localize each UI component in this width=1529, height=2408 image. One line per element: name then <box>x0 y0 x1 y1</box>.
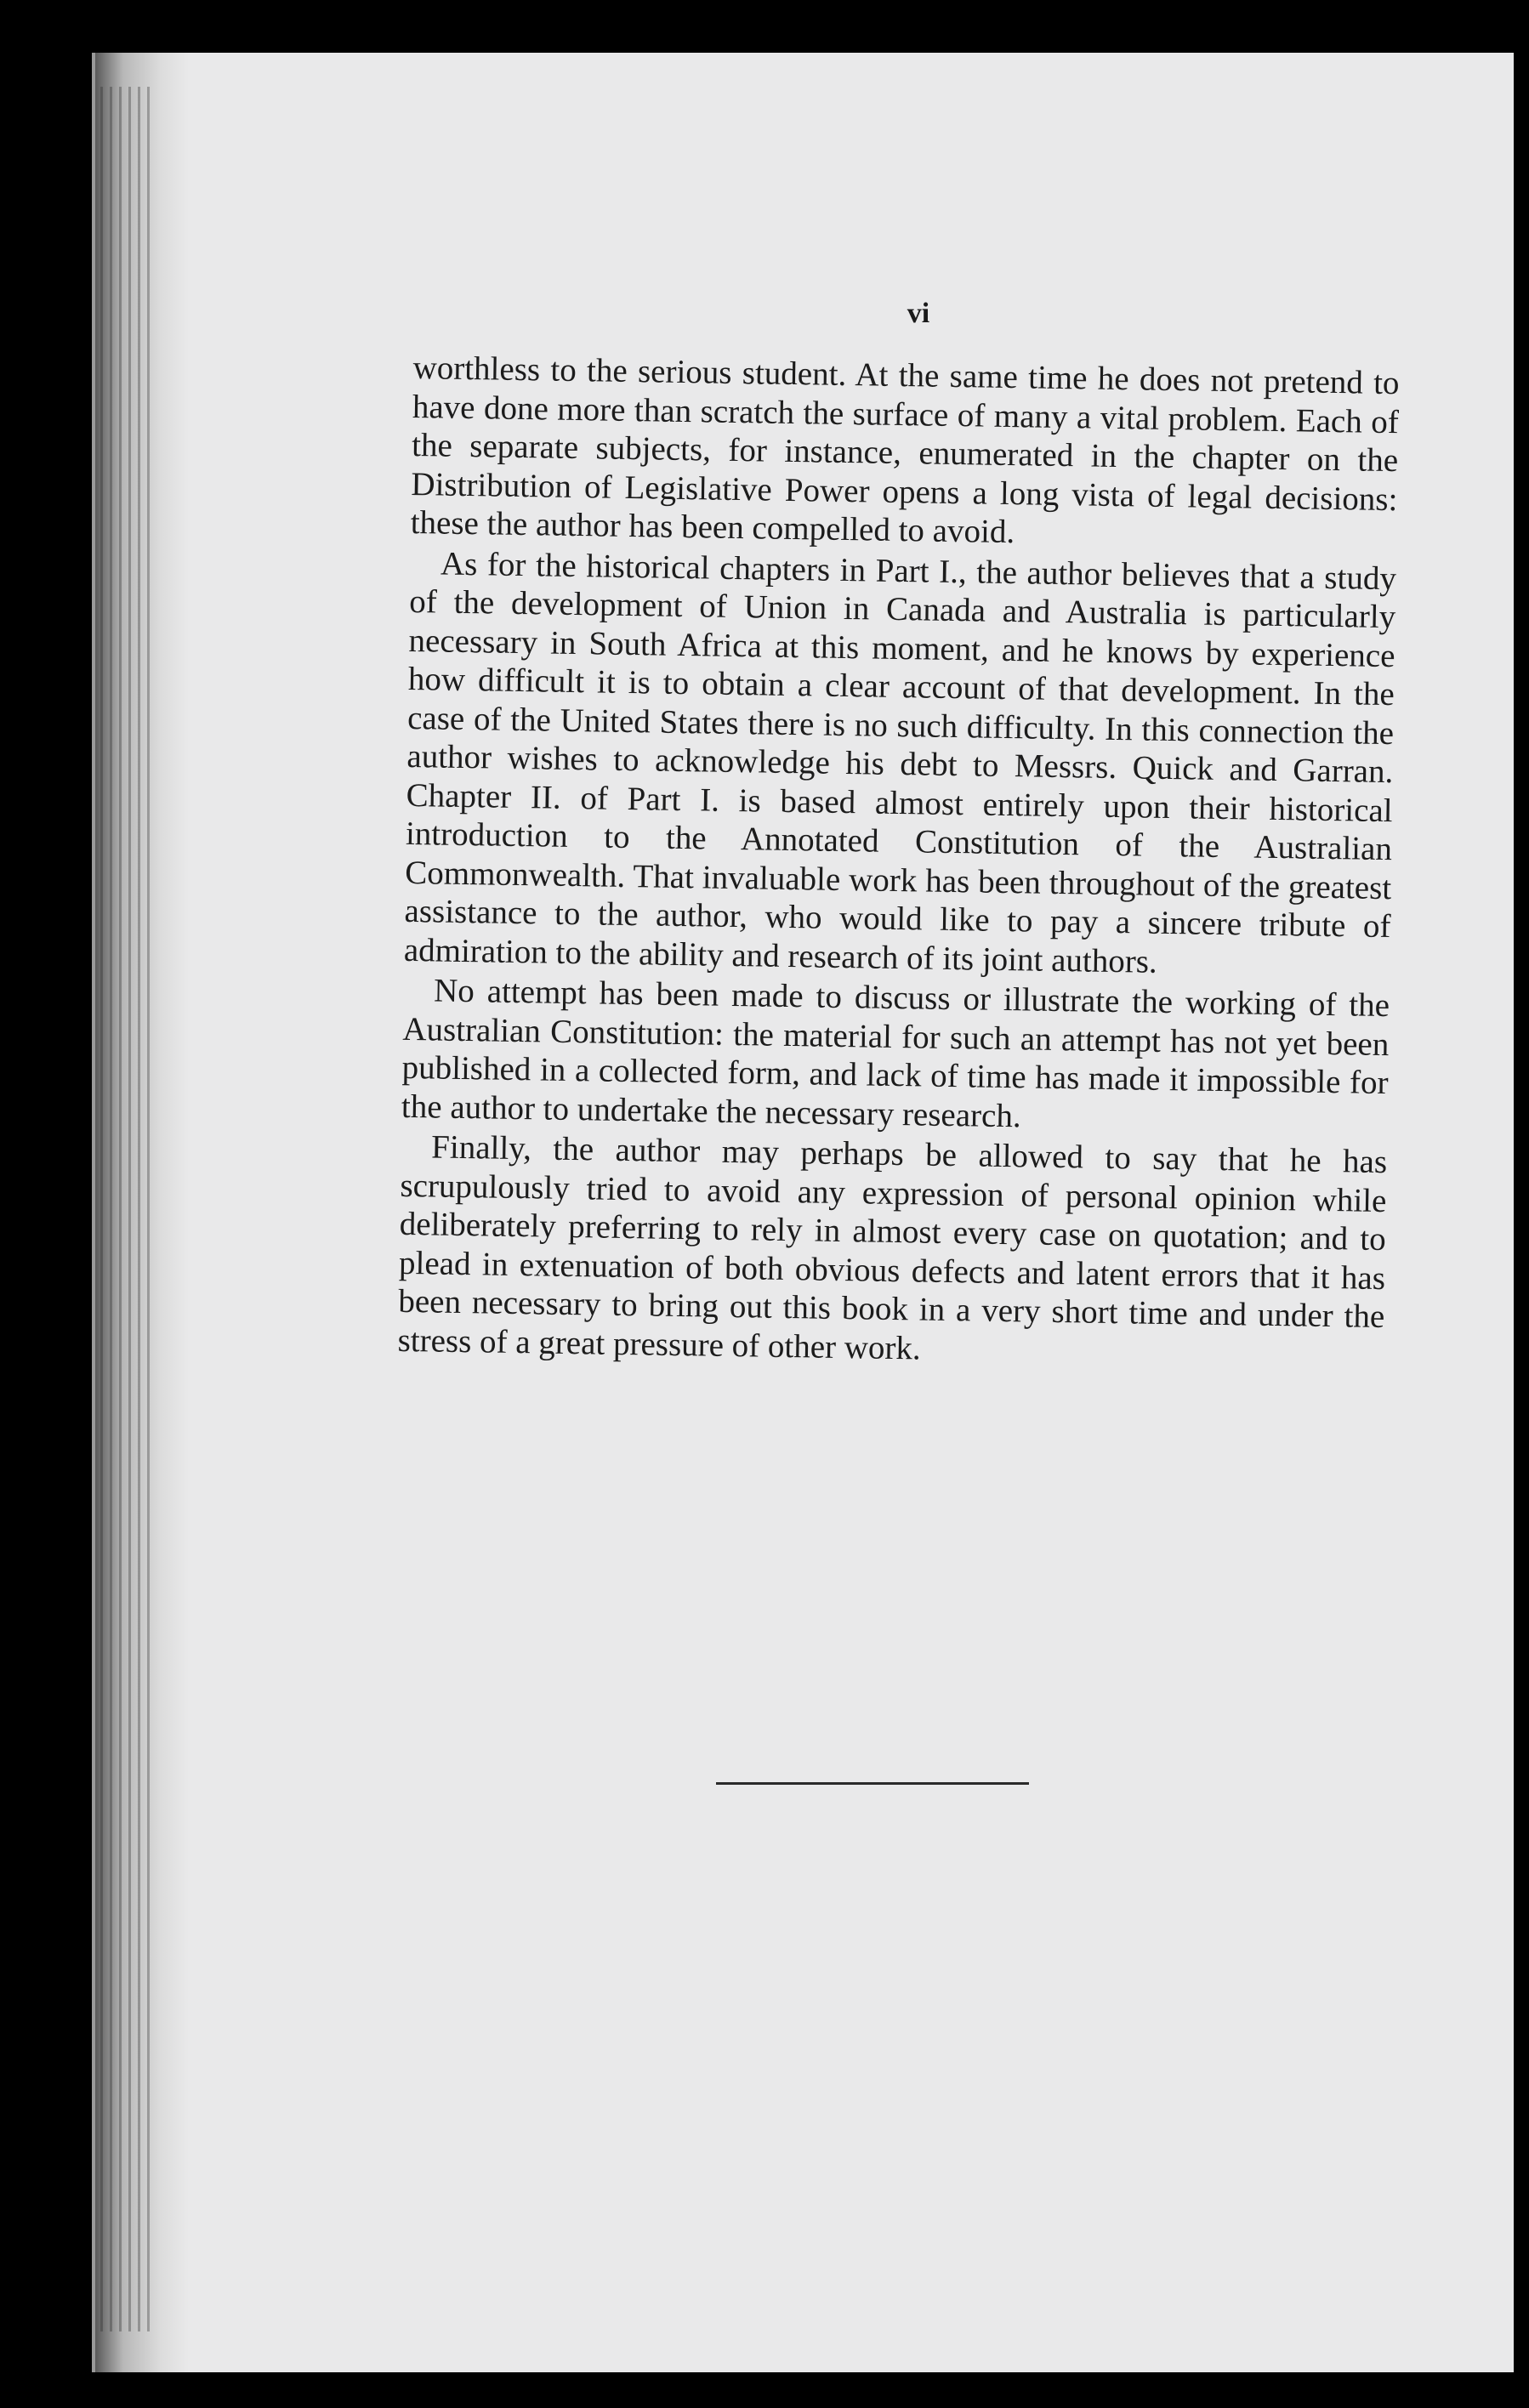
paragraph: No attempt has been made to discuss or illustrate the working of the Australian Constitution: the material for such an attempt has not yet been published in a collected form, and lack of time has made it impossible for the author to undertake the necessary research. <box>401 972 1390 1134</box>
paragraph: Finally, the author may perhaps be allowed to say that he has scrupulously tried to avoid any expression of personal opinion while deliberately preferring to rely in almost every case on quotation; and to plead in extenuation of both obvious defects and latent errors that it has been necessary to bring out this book in a very short time and under the stress of a great pressure of other work. <box>397 1128 1388 1367</box>
page-number: vi <box>907 298 930 329</box>
paragraph: As for the historical chapters in Part I., the author believes that a study of the development of Union in Canada and Australia is particularly necessary in South Africa at this moment, and he knows by experience how difficult it is to obtain a clear account of that development. In the case of the United States there is no such difficulty. In this connection the author wishes to acknowledge his debt to Messrs. Quick and Garran. Chapter II. of Part I. is based almost entirely upon their historical introduction to the Annotated Constitution of the Australian Commonwealth. That invaluable work has been throughout of the greatest assistance to the author, who would like to pay a sincere tribute of admiration to the ability and research of its joint authors. <box>403 545 1397 980</box>
body-text <box>397 349 1400 1377</box>
paragraph: worthless to the serious student. At the same time he does not pretend to have done more than scratch the surface of many a vital problem. Each of the separate subjects, for instance, enumerated in the chapter on the Distribution of Legislative Power opens a long vista of legal decisions: these the author has been compelled to avoid. <box>410 349 1400 551</box>
section-end-rule <box>716 1782 1029 1785</box>
spine-edge-lines <box>100 87 151 2331</box>
